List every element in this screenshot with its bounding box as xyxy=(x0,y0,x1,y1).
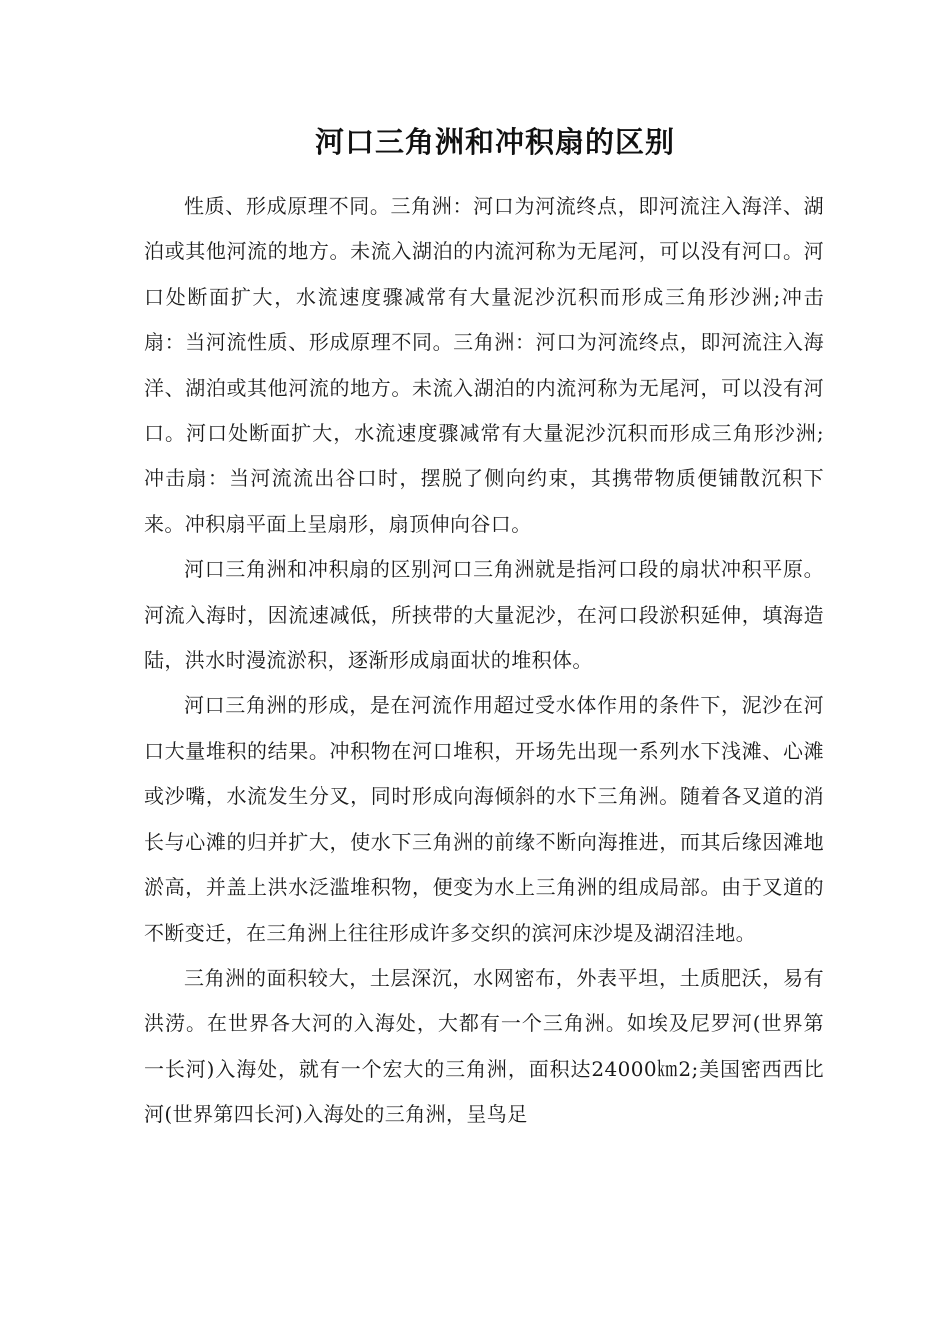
paragraph-1: 性质、形成原理不同。三角洲：河口为河流终点，即河流注入海洋、湖泊或其他河流的地方。未流入湖泊的内流河称为无尾河，可以没有河口。河口处断面扩大，水流速度骤减常有大量泥沙沉积而形成三角形沙洲;冲击扇：当河流性质、形成原理不同。三角洲：河口为河流终点，即河流注入海洋、湖泊或其他河流的地方。未流入湖泊的内流河称为无尾河，可以没有河口。河口处断面扩大，水流速度骤减常有大量泥沙沉积而形成三角形沙洲;冲击扇：当河流流出谷口时，摆脱了侧向约束，其携带物质便铺散沉积下来。冲积扇平面上呈扇形，扇顶伸向谷口。 xyxy=(144,194,824,536)
paragraph-4: 三角洲的面积较大，土层深沉，水网密布，外表平坦，土质肥沃，易有洪涝。在世界各大河的入海处，大都有一个三角洲。如埃及尼罗河(世界第一长河)入海处，就有一个宏大的三角洲，面积达24000㎞2;美国密西西比河(世界第四长河)入海处的三角洲，呈鸟足 xyxy=(144,965,824,1127)
document-title: 河口三角洲和冲积扇的区别 xyxy=(314,125,675,159)
paragraph-3: 河口三角洲的形成，是在河流作用超过受水体作用的条件下，泥沙在河口大量堆积的结果。冲积物在河口堆积，开场先出现一系列水下浅滩、心滩或沙嘴，水流发生分叉，同时形成向海倾斜的水下三角洲。随着各叉道的消长与心滩的归并扩大，使水下三角洲的前缘不断向海推进，而其后缘因滩地淤高，并盖上洪水泛滥堆积物，便变为水上三角洲的组成局部。由于叉道的不断变迁，在三角洲上往往形成许多交织的滨河床沙堤及湖沼洼地。 xyxy=(144,693,824,945)
paragraph-2: 河口三角洲和冲积扇的区别河口三角洲就是指河口段的扇状冲积平原。河流入海时，因流速减低，所挟带的大量泥沙，在河口段淤积延伸，填海造陆，洪水时漫流淤积，逐渐形成扇面状的堆积体。 xyxy=(144,557,824,673)
document-body xyxy=(144,184,824,1138)
